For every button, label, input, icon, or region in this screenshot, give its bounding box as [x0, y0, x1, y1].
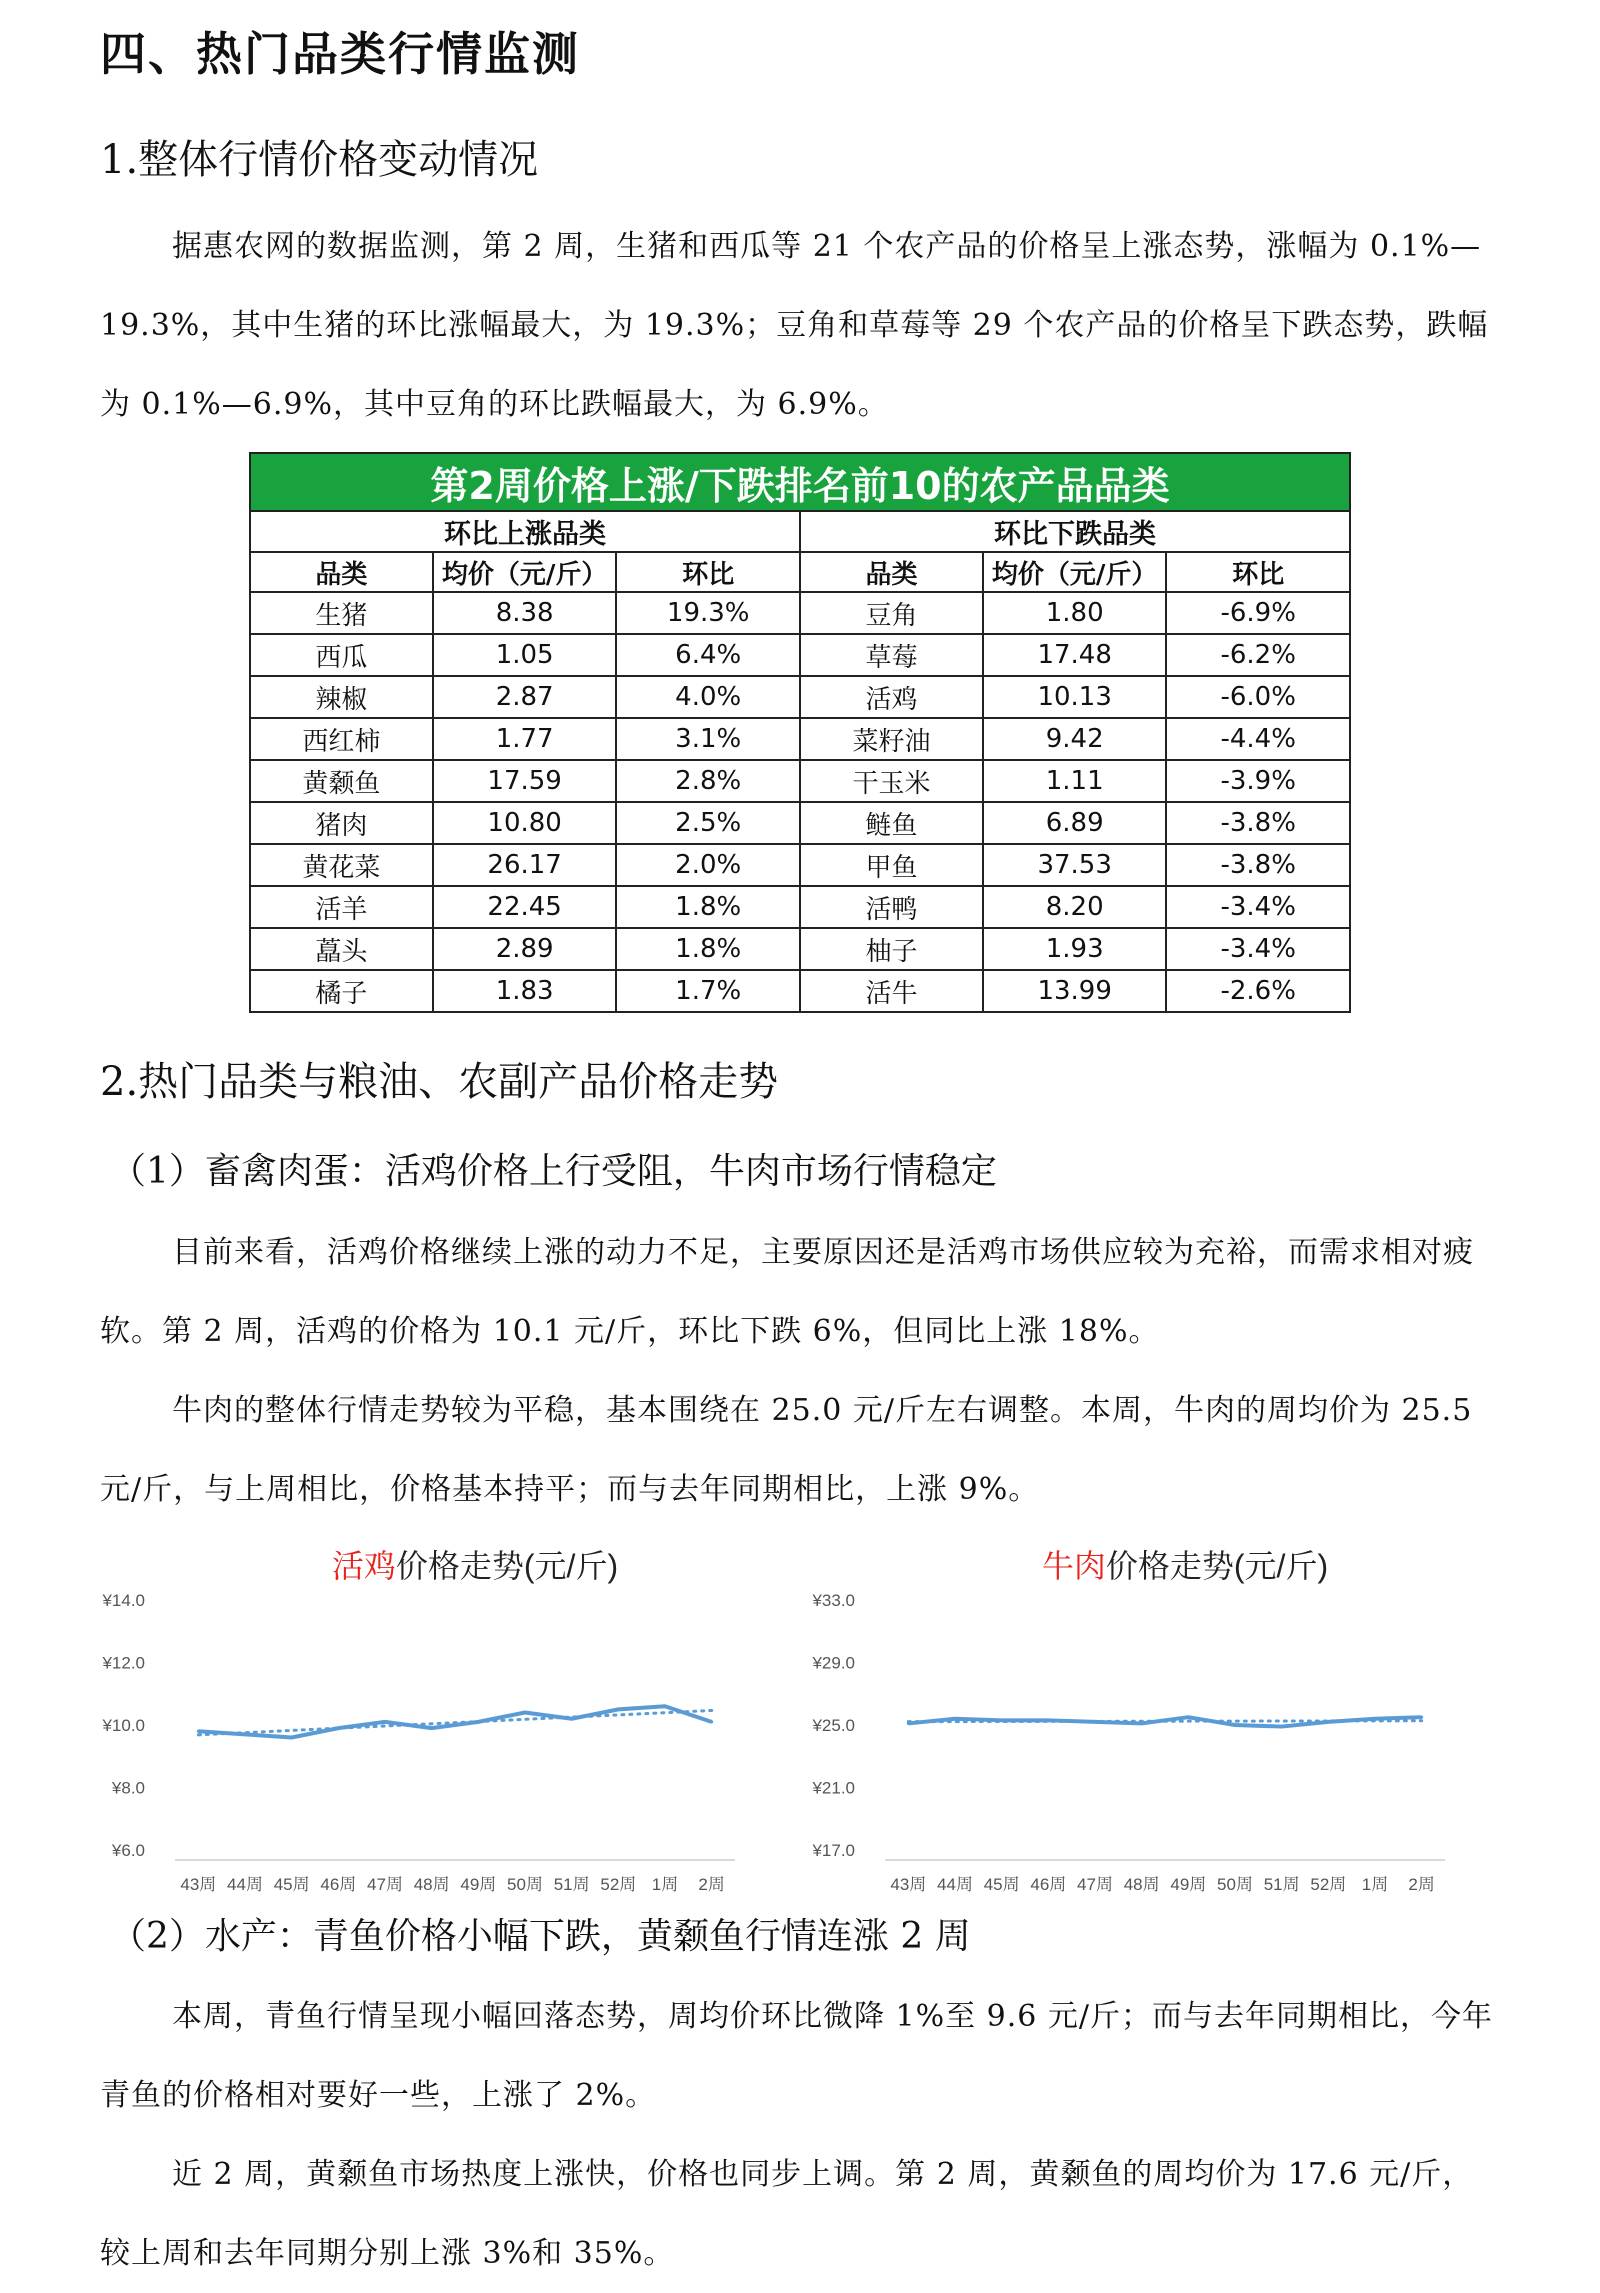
data-point	[1420, 1716, 1423, 1719]
col-header: 均价（元/斤）	[433, 552, 617, 592]
data-point	[1000, 1719, 1003, 1722]
table-cell: 17.48	[983, 634, 1167, 676]
table-cell: 9.42	[983, 718, 1167, 760]
table-cell: 19.3%	[616, 592, 800, 634]
paragraph-text: 目前来看，活鸡价格继续上涨的动力不足，主要原因还是活鸡市场供应较为充裕，而需求相对疲软。第 2 周，活鸡的价格为 10.1 元/斤，环比下跌 6%，但同比上涨 18%。	[100, 1235, 1474, 1349]
table-cell: 10.80	[433, 802, 617, 844]
table-row	[250, 592, 1350, 634]
x-tick-label: 50周	[507, 1875, 543, 1894]
table-cell: -2.6%	[1166, 970, 1350, 1012]
x-tick-label: 51周	[553, 1875, 590, 1894]
y-tick-label: ¥10.0	[102, 1716, 145, 1735]
trend-line	[198, 1710, 711, 1734]
table-row	[250, 760, 1350, 802]
table-row	[250, 802, 1350, 844]
table-row	[250, 928, 1350, 970]
y-tick-label: ¥12.0	[102, 1653, 145, 1673]
table-cell: 1.80	[983, 592, 1167, 634]
table-cell: 17.59	[433, 760, 617, 802]
data-point	[1187, 1716, 1190, 1719]
table-cell: 26.17	[433, 844, 617, 886]
x-tick-label: 51周	[1263, 1875, 1300, 1894]
table-cell: 3.1%	[616, 718, 800, 760]
table-cell: 8.38	[433, 592, 617, 634]
col-header: 环比	[616, 552, 800, 592]
table-cell: -6.9%	[1166, 592, 1350, 634]
paragraph-text: 据惠农网的数据监测，第 2 周，生猪和西瓜等 21 个农产品的价格呈上涨态势，涨幅为 0.1%—19.3%，其中生猪的环比涨幅最大，为 19.3%；豆角和草莓等 29 个农产品的价格呈下跌态势，跌幅为 0.1%—6.9%，其中豆角的环比跌幅最大，为 6.9%。	[100, 229, 1489, 422]
table-cell: -3.4%	[1166, 928, 1350, 970]
chicken-price-chart	[95, 1545, 755, 1895]
table-cell: 豆角	[800, 592, 983, 634]
table-cell: -4.4%	[1166, 718, 1350, 760]
table-cell: 黄花菜	[250, 844, 433, 886]
table-cell: 藠头	[250, 928, 433, 970]
table-cell: 1.7%	[616, 970, 800, 1012]
y-tick-label: ¥29.0	[812, 1653, 855, 1673]
x-tick-label: 46周	[1030, 1875, 1067, 1894]
y-tick-label: ¥33.0	[812, 1591, 855, 1610]
data-point	[197, 1730, 200, 1733]
part-1-paragraphs	[100, 1213, 1500, 1529]
chart-title	[332, 1548, 618, 1584]
subsection-1-paragraph	[100, 207, 1500, 444]
x-tick-label: 52周	[1310, 1875, 1347, 1894]
table-cell: -3.8%	[1166, 802, 1350, 844]
table-cell: 活羊	[250, 886, 433, 928]
x-tick-label: 45周	[983, 1875, 1020, 1894]
chart-title-highlight: 活鸡	[331, 1548, 396, 1584]
x-tick-label: 44周	[227, 1875, 263, 1894]
table-cell: 干玉米	[800, 760, 983, 802]
table-cell: 柚子	[800, 928, 983, 970]
table-cell: 橘子	[250, 970, 433, 1012]
table-row	[250, 970, 1350, 1012]
table-cell: 活鸭	[800, 886, 983, 928]
table-cell: 2.5%	[616, 802, 800, 844]
table-row	[250, 718, 1350, 760]
part-2-title: （2）水产：青鱼价格小幅下跌，黄颡鱼行情连涨 2 周	[110, 1916, 971, 1957]
table-cell: 22.45	[433, 886, 617, 928]
paragraph-text: 牛肉的整体行情走势较为平稳，基本围绕在 25.0 元/斤左右调整。本周，牛肉的周均价为 25.5 元/斤，与上周相比，价格基本持平；而与去年同期相比，上涨 9%。	[100, 1393, 1473, 1507]
table-cell: 活牛	[800, 970, 983, 1012]
y-tick-label: ¥6.0	[111, 1841, 145, 1860]
table-cell: 生猪	[250, 592, 433, 634]
chart-title-rest: 价格走势(元/斤)	[395, 1548, 619, 1584]
table-cell: 2.87	[433, 676, 617, 718]
table-row	[250, 844, 1350, 886]
table-cell: 8.20	[983, 886, 1167, 928]
col-header: 品类	[250, 552, 433, 592]
x-tick-label: 52周	[600, 1875, 637, 1894]
x-tick-label: 1周	[651, 1875, 679, 1894]
x-tick-label: 49周	[1170, 1875, 1207, 1894]
table-cell: 4.0%	[616, 676, 800, 718]
table-cell: 6.89	[983, 802, 1167, 844]
x-tick-label: 1周	[1361, 1875, 1389, 1894]
table-cell: -3.9%	[1166, 760, 1350, 802]
data-point	[1280, 1725, 1283, 1728]
table-cell: -3.4%	[1166, 886, 1350, 928]
y-tick-label: ¥14.0	[102, 1591, 145, 1610]
fall-group-header: 环比下跌品类	[800, 511, 1350, 552]
data-point	[664, 1705, 667, 1708]
table-cell: -6.2%	[1166, 634, 1350, 676]
table-cell: 1.05	[433, 634, 617, 676]
part-2-paragraphs	[100, 1977, 1500, 2293]
y-tick-label: ¥25.0	[812, 1716, 855, 1735]
x-tick-label: 44周	[937, 1875, 973, 1894]
chart-title	[1042, 1548, 1328, 1584]
table-cell: 草莓	[800, 634, 983, 676]
x-tick-label: 48周	[413, 1875, 450, 1894]
table-cell: 10.13	[983, 676, 1167, 718]
table-cell: 1.83	[433, 970, 617, 1012]
table-cell: 辣椒	[250, 676, 433, 718]
table-row	[250, 886, 1350, 928]
data-point	[617, 1708, 620, 1711]
x-tick-label: 43周	[890, 1875, 927, 1894]
section-title: 四、热门品类行情监测	[100, 27, 580, 81]
beef-price-chart	[805, 1545, 1465, 1895]
y-tick-label: ¥21.0	[812, 1778, 855, 1798]
table-cell: 黄颡鱼	[250, 760, 433, 802]
table-cell: 鲢鱼	[800, 802, 983, 844]
chart-title-highlight: 牛肉	[1041, 1548, 1106, 1584]
table-cell: 2.89	[433, 928, 617, 970]
rise-group-header: 环比上涨品类	[250, 511, 800, 552]
table-cell: 1.11	[983, 760, 1167, 802]
data-point	[524, 1711, 527, 1714]
table-cell: 菜籽油	[800, 718, 983, 760]
x-tick-label: 48周	[1123, 1875, 1160, 1894]
table-cell: 2.0%	[616, 844, 800, 886]
table-cell: 1.93	[983, 928, 1167, 970]
x-tick-label: 46周	[320, 1875, 357, 1894]
data-point	[290, 1736, 293, 1739]
table-row	[250, 634, 1350, 676]
paragraph-text: 本周，青鱼行情呈现小幅回落态势，周均价环比微降 1%至 9.6 元/斤；而与去年同期相比，今年青鱼的价格相对要好一些，上涨了 2%。	[100, 1999, 1494, 2113]
table-cell: -6.0%	[1166, 676, 1350, 718]
data-point	[430, 1727, 433, 1730]
col-header: 环比	[1166, 552, 1350, 592]
y-tick-label: ¥8.0	[111, 1778, 145, 1798]
table-cell: 6.4%	[616, 634, 800, 676]
x-tick-label: 49周	[460, 1875, 497, 1894]
table-title: 第2周价格上涨/下跌排名前10的农产品品类	[250, 453, 1350, 511]
x-tick-label: 2周	[1408, 1875, 1435, 1894]
table-cell: 西红柿	[250, 718, 433, 760]
y-tick-label: ¥17.0	[812, 1841, 855, 1860]
part-1-title: （1）畜禽肉蛋：活鸡价格上行受阻，牛肉市场行情稳定	[110, 1151, 997, 1192]
paragraph-text: 近 2 周，黄颡鱼市场热度上涨快，价格也同步上调。第 2 周，黄颡鱼的周均价为 17.6 元/斤，较上周和去年同期分别上涨 3%和 35%。	[100, 2157, 1474, 2271]
data-point	[1234, 1724, 1237, 1727]
col-header: 品类	[800, 552, 983, 592]
table-cell: 猪肉	[250, 802, 433, 844]
table-cell: 活鸡	[800, 676, 983, 718]
table-cell: 1.77	[433, 718, 617, 760]
x-tick-label: 2周	[698, 1875, 725, 1894]
data-point	[954, 1717, 957, 1720]
table-cell: 1.8%	[616, 928, 800, 970]
data-point	[384, 1720, 387, 1723]
x-tick-label: 47周	[367, 1875, 403, 1894]
table-row	[250, 676, 1350, 718]
table-cell: 西瓜	[250, 634, 433, 676]
table-cell: 1.8%	[616, 886, 800, 928]
data-point	[710, 1720, 713, 1723]
x-tick-label: 47周	[1077, 1875, 1113, 1894]
chart-title-rest: 价格走势(元/斤)	[1105, 1548, 1329, 1584]
subsection-2-title: 2.热门品类与粮油、农副产品价格走势	[100, 1059, 779, 1105]
table-cell: 13.99	[983, 970, 1167, 1012]
table-cell: 甲鱼	[800, 844, 983, 886]
table-cell: -3.8%	[1166, 844, 1350, 886]
subsection-1-title: 1.整体行情价格变动情况	[100, 137, 539, 183]
x-tick-label: 43周	[180, 1875, 217, 1894]
x-tick-label: 50周	[1217, 1875, 1253, 1894]
table-cell: 2.8%	[616, 760, 800, 802]
table-cell: 37.53	[983, 844, 1167, 886]
col-header: 均价（元/斤）	[983, 552, 1167, 592]
price-ranking-table	[249, 452, 1351, 1013]
x-tick-label: 45周	[273, 1875, 310, 1894]
